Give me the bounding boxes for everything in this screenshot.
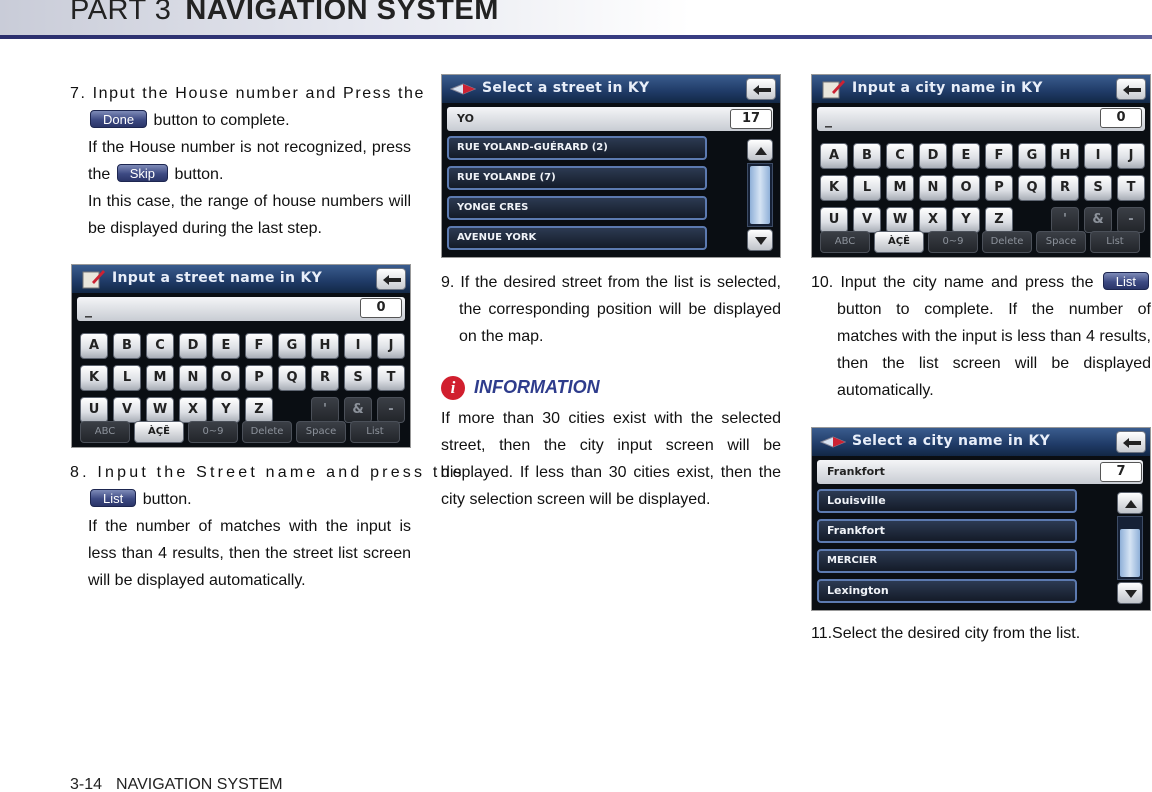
notepad-icon (820, 78, 846, 100)
fn-key-space[interactable]: Space (296, 421, 346, 443)
key-o[interactable]: O (212, 365, 240, 391)
street-input-value[interactable]: YO (447, 107, 773, 131)
key-r[interactable]: R (311, 365, 339, 391)
back-arrow-icon (1122, 437, 1142, 449)
page-number: 3-14 (70, 776, 103, 792)
key-a[interactable]: A (80, 333, 108, 359)
screen-city-input (811, 74, 1151, 258)
step-10 (811, 269, 1151, 404)
back-arrow-icon (382, 274, 402, 286)
step-11: 11.Select the desired city from the list. (811, 625, 1081, 642)
fn-key-delete[interactable]: Delete (982, 231, 1032, 253)
key-m[interactable]: M (146, 365, 174, 391)
match-count: 7 (1100, 462, 1142, 482)
header-rule (0, 35, 1152, 39)
list-item[interactable]: Frankfort (817, 519, 1077, 543)
fn-key-abc[interactable]: ABC (820, 231, 870, 253)
key-u[interactable]: U (820, 207, 848, 233)
key-x[interactable]: X (179, 397, 207, 423)
screen-title: Input a street name in KY (112, 270, 323, 286)
scroll-up-button[interactable] (1117, 492, 1143, 514)
information-text: If more than 30 cities exist with the selected street, then the city input screen will be displayed. If less than 30 cities exist, then the city selection screen will be displayed. (441, 410, 781, 508)
skip-button: Skip (117, 164, 168, 182)
key-c[interactable]: C (146, 333, 174, 359)
input-cursor: _ (825, 112, 832, 128)
screen-title-bar (812, 75, 1150, 103)
fn-key-abc[interactable]: ABC (80, 421, 130, 443)
step-9 (441, 269, 781, 350)
key-p[interactable]: P (985, 175, 1013, 201)
match-count: 17 (730, 109, 772, 129)
screen-title-bar (812, 428, 1150, 456)
done-button: Done (90, 110, 147, 128)
screen-title: Input a city name in KY (852, 80, 1043, 96)
key-q[interactable]: Q (1018, 175, 1046, 201)
fn-key-space[interactable]: Space (1036, 231, 1086, 253)
step-10-text-a: Input the city name and press the (840, 274, 1094, 291)
key-w[interactable]: W (146, 397, 174, 423)
scroll-up-button[interactable] (747, 139, 773, 161)
compass-icon (820, 431, 846, 453)
list-item[interactable]: YONGE CRES (447, 196, 707, 220)
key-symbol[interactable]: - (1117, 207, 1145, 233)
key-i[interactable]: I (1084, 143, 1112, 169)
back-button[interactable] (746, 78, 776, 100)
key-k[interactable]: K (820, 175, 848, 201)
screen-city-select (811, 427, 1151, 611)
fn-key-list[interactable]: List (1090, 231, 1140, 253)
header-section-title: NAVIGATION SYSTEM (185, 0, 499, 26)
key-p[interactable]: P (245, 365, 273, 391)
key-symbol[interactable]: - (377, 397, 405, 423)
compass-icon (450, 78, 476, 100)
key-c[interactable]: C (886, 143, 914, 169)
key-v[interactable]: V (113, 397, 141, 423)
key-e[interactable]: E (212, 333, 240, 359)
step-8-after-button: button. (142, 491, 192, 508)
list-item[interactable]: RUE YOLANDE (7) (447, 166, 707, 190)
fn-key-list[interactable]: List (350, 421, 400, 443)
footer-section: NAVIGATION SYSTEM (116, 776, 283, 792)
scroll-down-button[interactable] (1117, 582, 1143, 604)
street-input-field[interactable] (77, 297, 405, 321)
key-i[interactable]: I (344, 333, 372, 359)
page-footer (70, 776, 283, 792)
key-z[interactable]: Z (985, 207, 1013, 233)
key-l[interactable]: L (853, 175, 881, 201)
key-a[interactable]: A (820, 143, 848, 169)
city-input-field[interactable] (817, 107, 1145, 131)
screen-title-bar (72, 265, 410, 293)
arrow-down-icon (1125, 590, 1137, 598)
screen-street-select (441, 74, 781, 258)
step-10-number: 10. (811, 274, 834, 291)
key-s[interactable]: S (344, 365, 372, 391)
list-item[interactable]: MERCIER (817, 549, 1077, 573)
scroll-thumb[interactable] (750, 166, 770, 224)
key-l[interactable]: L (113, 365, 141, 391)
notepad-icon (80, 268, 106, 290)
key-o[interactable]: O (952, 175, 980, 201)
key-m[interactable]: M (886, 175, 914, 201)
info-icon: i (441, 376, 465, 400)
key-h[interactable]: H (311, 333, 339, 359)
step-8-line1: Input the Street name and press the (97, 464, 465, 481)
key-symbol[interactable]: ' (311, 397, 339, 423)
key-n[interactable]: N (179, 365, 207, 391)
arrow-up-icon (755, 147, 767, 155)
information-label: INFORMATION (474, 377, 600, 397)
list-item[interactable]: RUE YOLAND-GUÉRARD (2) (447, 136, 707, 160)
key-s[interactable]: S (1084, 175, 1112, 201)
arrow-down-icon (755, 237, 767, 245)
input-cursor: _ (85, 302, 92, 318)
key-v[interactable]: V (853, 207, 881, 233)
key-d[interactable]: D (919, 143, 947, 169)
key-b[interactable]: B (113, 333, 141, 359)
step-7-skip-text-b: button. (174, 166, 224, 183)
list-item[interactable]: Louisville (817, 489, 1077, 513)
scrollbar[interactable] (1117, 516, 1143, 580)
fn-key-delete[interactable]: Delete (242, 421, 292, 443)
key-k[interactable]: K (80, 365, 108, 391)
city-input-value[interactable]: Frankfort (817, 460, 1143, 484)
step-8-number: 8. (70, 464, 90, 481)
key-b[interactable]: B (853, 143, 881, 169)
key-g[interactable]: G (1018, 143, 1046, 169)
match-count: 0 (1100, 108, 1142, 128)
back-button[interactable] (1116, 431, 1146, 453)
key-r[interactable]: R (1051, 175, 1079, 201)
key-u[interactable]: U (80, 397, 108, 423)
list-button: List (1103, 272, 1149, 290)
list-item[interactable]: Lexington (817, 579, 1077, 603)
header-part: PART 3 (70, 0, 172, 26)
step-7-after-button: button to complete. (153, 112, 290, 129)
fn-key-09[interactable]: 0~9 (928, 231, 978, 253)
key-j[interactable]: J (1117, 143, 1145, 169)
list-button: List (90, 489, 136, 507)
fn-key-09[interactable]: 0~9 (188, 421, 238, 443)
key-symbol[interactable]: & (1084, 207, 1112, 233)
key-d[interactable]: D (179, 333, 207, 359)
step-7-range-note: In this case, the range of house numbers will be displayed during the last step. (88, 193, 411, 237)
fn-key-[interactable]: ÀÇÊ (874, 231, 924, 253)
step-10-text-b: button to complete. If the number of matches with the input is less than 4 results, then the list screen will be displayed automatically. (837, 301, 1151, 399)
match-count: 0 (360, 298, 402, 318)
arrow-up-icon (1125, 500, 1137, 508)
step-8-note: If the number of matches with the input is less than 4 results, then the street list screen will be displayed automatically. (88, 518, 411, 589)
screen-title: Select a street in KY (482, 80, 650, 96)
key-y[interactable]: Y (212, 397, 240, 423)
screen-street-input (71, 264, 411, 448)
key-n[interactable]: N (919, 175, 947, 201)
step-7-skip-text-a: If the House number is not recognized, press the (88, 139, 411, 183)
key-j[interactable]: J (377, 333, 405, 359)
step-9-number: 9. (441, 274, 455, 291)
step-7-number: 7. (70, 85, 87, 102)
key-g[interactable]: G (278, 333, 306, 359)
key-f[interactable]: F (245, 333, 273, 359)
step-7-line1: Input the House number and Press the (92, 85, 426, 102)
screen-title: Select a city name in KY (852, 433, 1051, 449)
fn-key-[interactable]: ÀÇÊ (134, 421, 184, 443)
key-symbol[interactable]: ' (1051, 207, 1079, 233)
key-q[interactable]: Q (278, 365, 306, 391)
page-header (0, 0, 1152, 40)
key-t[interactable]: T (377, 365, 405, 391)
key-z[interactable]: Z (245, 397, 273, 423)
scroll-down-button[interactable] (747, 229, 773, 251)
step-8 (70, 459, 465, 594)
screen-title-bar (442, 75, 780, 103)
step-9-text: If the desired street from the list is selected, the corresponding position will be displayed on the map. (459, 274, 782, 345)
key-h[interactable]: H (1051, 143, 1079, 169)
scroll-thumb[interactable] (1120, 529, 1140, 577)
key-e[interactable]: E (952, 143, 980, 169)
key-y[interactable]: Y (952, 207, 980, 233)
back-button[interactable] (376, 268, 406, 290)
key-symbol[interactable]: & (344, 397, 372, 423)
back-button[interactable] (1116, 78, 1146, 100)
key-f[interactable]: F (985, 143, 1013, 169)
back-arrow-icon (752, 84, 772, 96)
key-x[interactable]: X (919, 207, 947, 233)
scrollbar[interactable] (747, 163, 773, 227)
list-item[interactable]: AVENUE YORK (447, 226, 707, 250)
key-w[interactable]: W (886, 207, 914, 233)
key-t[interactable]: T (1117, 175, 1145, 201)
back-arrow-icon (1122, 84, 1142, 96)
header-title (70, 0, 499, 27)
step-7 (70, 80, 426, 242)
